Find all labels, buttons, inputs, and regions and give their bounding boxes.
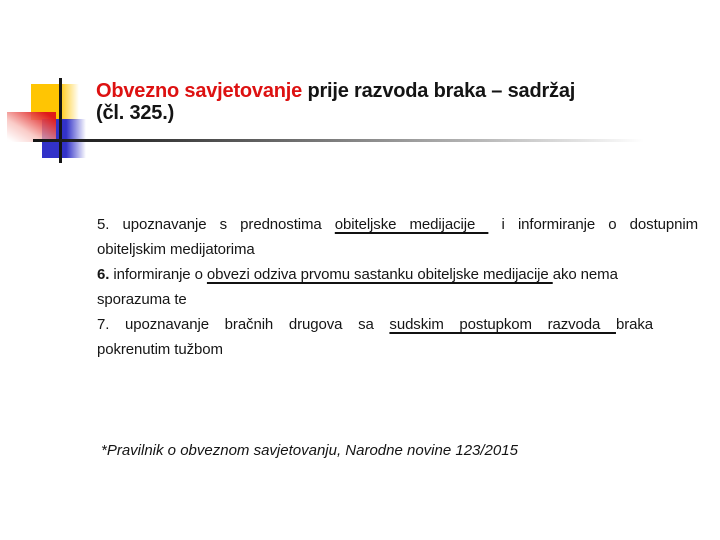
underlined-phrase: obvezi odziva prvomu sastanku obiteljske medijacije xyxy=(206,266,553,283)
underlined-phrase: sudskim postupkom razvoda xyxy=(389,316,616,333)
slide-title-line2: (čl. 325.) xyxy=(96,102,175,124)
list-item-7-line-2: pokrenutim tužbom xyxy=(97,341,223,358)
title-underline-rule xyxy=(33,139,663,142)
list-item-5-line-1: 5. upoznavanje s prednostima obiteljske medijacije i informiranje o dostupnim xyxy=(97,216,698,233)
item-6-number: 6. xyxy=(97,266,110,283)
slide-title-rest: prije razvoda braka – sadržaj xyxy=(302,80,576,102)
list-item-6-line-1: 6. informiranje o obvezi odziva prvomu sastanku obiteljske medijacije ako nema xyxy=(97,266,618,283)
slide-title-line1 xyxy=(96,80,681,102)
slide-body xyxy=(97,212,698,362)
decor-red-square xyxy=(7,112,56,142)
decor-vertical-line xyxy=(59,78,62,163)
list-item-5-line-2: obiteljskim medijatorima xyxy=(97,241,255,258)
underlined-phrase: obiteljske medijacije xyxy=(334,216,489,233)
footnote: *Pravilnik o obveznom savjetovanju, Narodne novine 123/2015 xyxy=(101,442,518,459)
slide-title-highlight: Obvezno savjetovanje xyxy=(96,80,303,102)
list-item-6-line-2: sporazuma te xyxy=(97,291,187,308)
list-item-7-line-1: 7. upoznavanje bračnih drugova sa sudskim postupkom razvoda braka xyxy=(97,316,653,333)
slide-title xyxy=(96,80,681,124)
